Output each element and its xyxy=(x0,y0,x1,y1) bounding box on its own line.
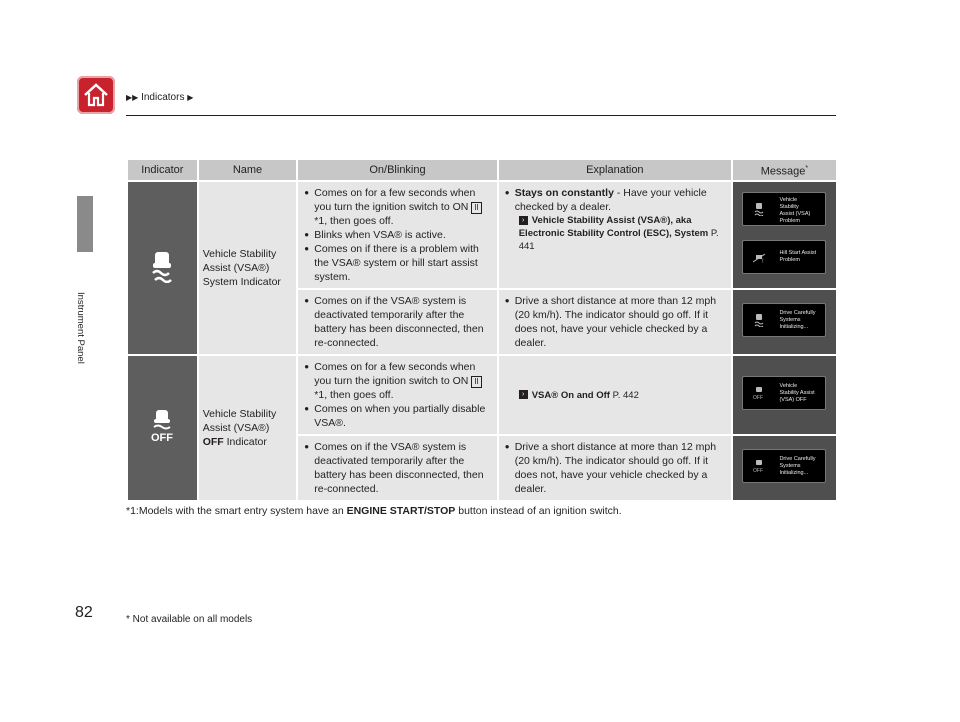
cross-reference-link[interactable]: › Vehicle Stability Assist (VSA®), aka Electronic Stability Control (ESC), System P. 441 xyxy=(518,215,719,252)
list-item: ● Drive a short distance at more than 12 mph (20 km/h). The indicator should go off. If it does not, have your vehicle checked by a dealer. xyxy=(505,440,727,496)
table-row xyxy=(128,182,836,288)
name-line: Vehicle Stability xyxy=(202,408,277,420)
explanation-cell xyxy=(499,290,731,354)
reference-arrow-icon: › xyxy=(519,216,528,225)
list-item: ● Stays on constantly - Have your vehicle checked by a dealer. xyxy=(505,186,727,214)
list-item: ● Comes on if the VSA® system is deactivated temporarily after the battery has been disconnected, then re-connected. xyxy=(304,440,492,496)
vsa-skid-icon xyxy=(753,202,765,216)
vsa-indicator-cell xyxy=(128,182,197,354)
name-line: Vehicle Stability xyxy=(202,248,277,260)
vsa-skid-icon xyxy=(753,313,765,327)
availability-note: * Not available on all models xyxy=(126,614,253,625)
message-screen: ! Hill Start Assist Problem xyxy=(742,240,826,274)
message-cell xyxy=(733,290,836,354)
message-screen: OFF Vehicle Stability Assist (VSA) OFF xyxy=(742,376,826,410)
message-cell xyxy=(733,356,836,434)
list-item: ● Drive a short distance at more than 12 mph (20 km/h). The indicator should go off. If it does not, have your vehicle checked by a dealer. xyxy=(505,294,727,350)
hill-start-icon xyxy=(753,250,765,264)
vsa-off-icon xyxy=(753,459,765,473)
message-cell xyxy=(733,436,836,500)
svg-text:OFF: OFF xyxy=(151,432,174,444)
home-button[interactable] xyxy=(77,76,115,114)
message-screen: OFF Drive Carefully Systems Initializing... xyxy=(742,449,826,483)
vsa-off-icon xyxy=(753,386,765,400)
page-number: 82 xyxy=(75,604,93,621)
svg-text:OFF: OFF xyxy=(753,395,764,400)
ignition-key-icon: II xyxy=(471,202,481,214)
ignition-footnote: *1:Models with the smart entry system have an ENGINE START/STOP button instead of an ignition switch. xyxy=(126,505,622,517)
col-indicator: Indicator xyxy=(128,160,197,180)
section-tab xyxy=(77,196,93,252)
vsa-off-indicator-cell xyxy=(128,356,197,500)
svg-text:OFF: OFF xyxy=(753,468,764,473)
list-item: ● Comes on if there is a problem with the VSA® system or hill start assist system. xyxy=(304,242,492,284)
vsa-off-name-cell xyxy=(199,356,297,500)
ignition-key-icon: II xyxy=(471,376,481,388)
col-explanation: Explanation xyxy=(499,160,731,180)
on-blinking-cell xyxy=(298,436,496,500)
breadcrumb[interactable] xyxy=(126,92,193,103)
list-item: ● Comes on for a few seconds when you turn the ignition switch to ON II*1, then goes off. xyxy=(304,360,492,402)
table-row xyxy=(128,356,836,434)
message-cell xyxy=(733,182,836,288)
reference-arrow-icon: › xyxy=(519,390,528,399)
header-rule xyxy=(126,115,836,116)
on-blinking-cell xyxy=(298,356,496,434)
name-line: OFF Indicator xyxy=(202,436,267,448)
section-label: Instrument Panel xyxy=(75,292,86,364)
breadcrumb-arrow-icon: ▶▶ xyxy=(126,93,139,102)
breadcrumb-arrow-icon: ▶ xyxy=(187,93,194,102)
message-screen: Drive Carefully Systems Initializing... xyxy=(742,303,826,337)
list-item: ● Blinks when VSA® is active. xyxy=(304,228,492,242)
vsa-off-icon xyxy=(147,408,177,444)
on-blinking-cell xyxy=(298,290,496,354)
list-item: ● Comes on for a few seconds when you turn the ignition switch to ON II*1, then goes off. xyxy=(304,186,492,228)
message-screen: Vehicle Stability Assist (VSA) Problem xyxy=(742,192,826,226)
col-name: Name xyxy=(199,160,297,180)
vsa-skid-icon xyxy=(147,249,177,283)
home-icon xyxy=(82,81,110,109)
cross-reference-link[interactable]: › VSA® On and Off P. 442 xyxy=(519,389,727,402)
breadcrumb-label[interactable]: Indicators xyxy=(141,92,185,103)
list-item: ● Comes on if the VSA® system is deactivated temporarily after the battery has been disconnected, then re-connected. xyxy=(304,294,492,350)
list-item: ● Comes on when you partially disable VSA®. xyxy=(304,402,492,430)
col-message: Message* xyxy=(733,160,836,180)
col-on-blinking: On/Blinking xyxy=(298,160,496,180)
on-blinking-cell xyxy=(298,182,496,288)
svg-text:!: ! xyxy=(762,259,765,264)
name-line: System Indicator xyxy=(202,276,281,288)
vsa-name-cell xyxy=(199,182,297,354)
indicator-table xyxy=(126,158,838,502)
explanation-cell xyxy=(499,182,731,288)
name-line: Assist (VSA®) xyxy=(202,422,270,434)
explanation-cell xyxy=(499,436,731,500)
explanation-cell xyxy=(499,356,731,434)
name-line: Assist (VSA®) xyxy=(202,262,270,274)
